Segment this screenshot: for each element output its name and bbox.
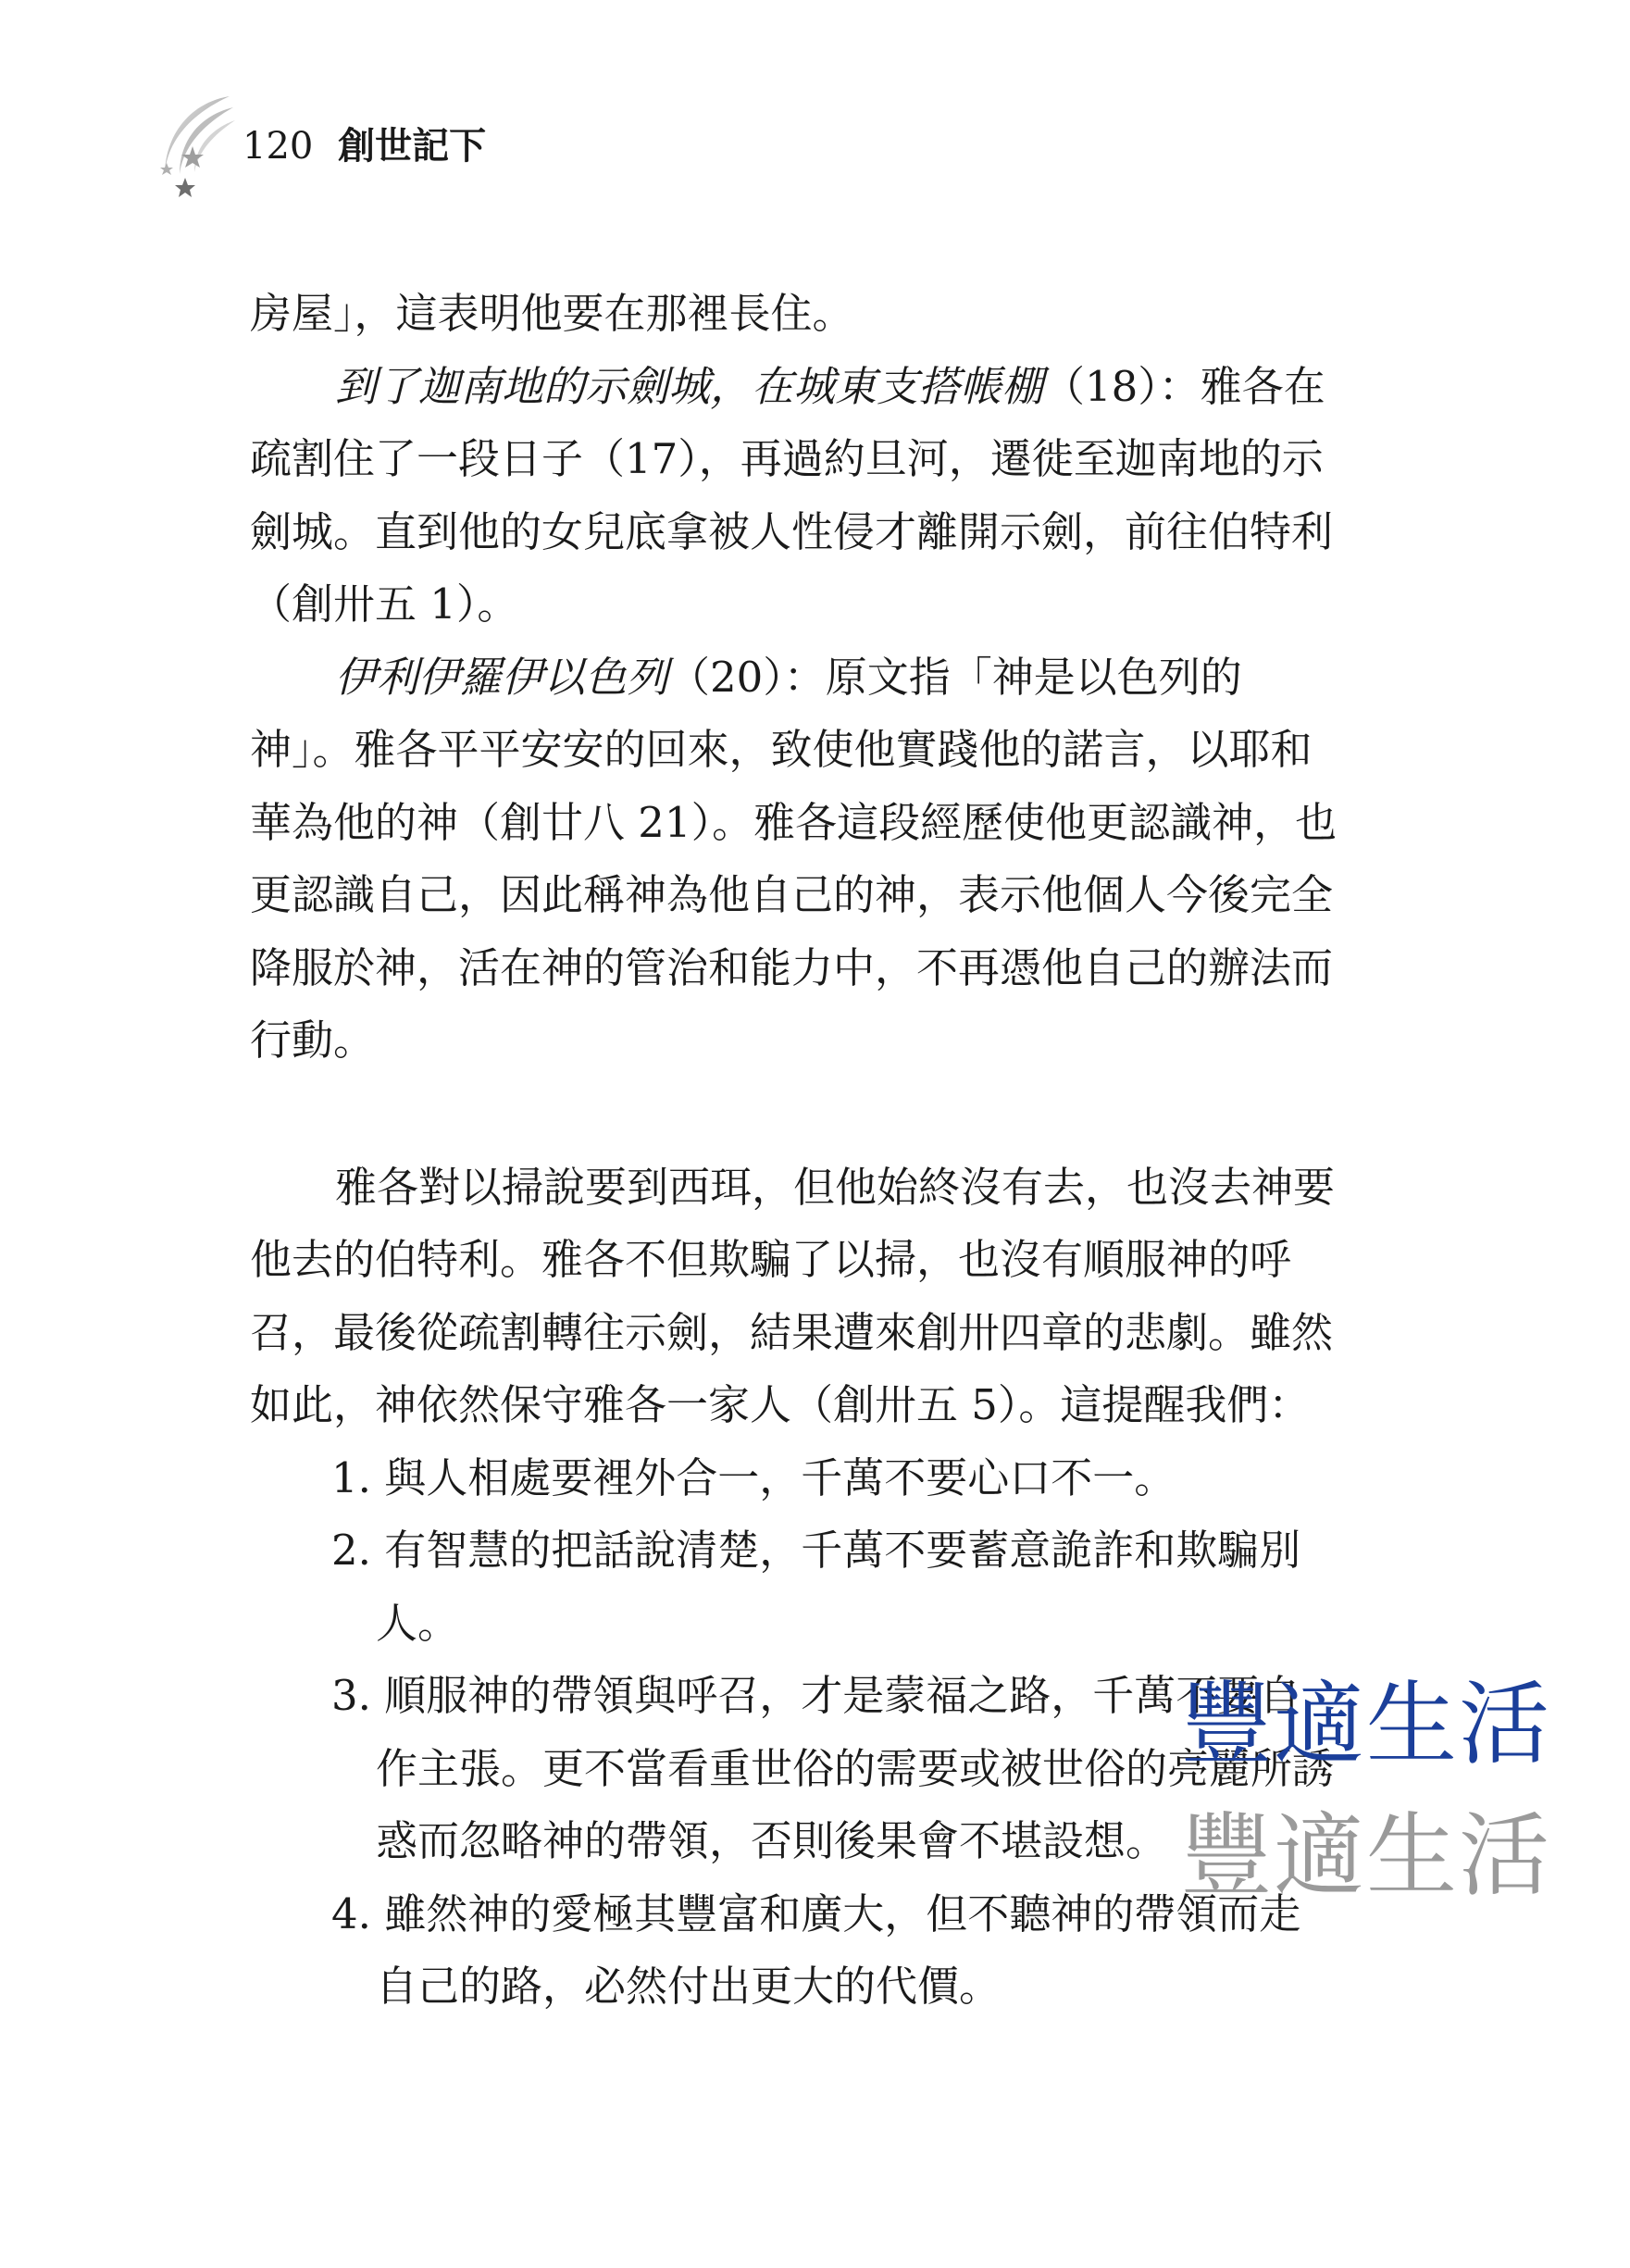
list-item: 3. 順服神的帶領與呼召，才是蒙福之路，千萬不要自作主張。更不當看重世俗的需要或被世俗的亮麗所誘惑而忽略神的帶領，否則後果會不堪設想。: [331, 1671, 1335, 1865]
section-gap: [250, 1078, 1342, 1152]
running-header: [243, 124, 486, 168]
paragraph-2: [250, 351, 1342, 642]
lesson-list: [250, 1442, 1342, 2024]
watermark-gray: 豐適生活: [1181, 1803, 1552, 1909]
paragraph-3: [250, 642, 1342, 1078]
watermark-blue: 豐適生活: [1181, 1672, 1552, 1777]
paragraph-text: （18）：雅各在疏割住了一段日子（17），再過約旦河，遷徙至迦南地的示劍城。直到他的女兒底拿被人性侵才離開示劍，前往伯特利（創卅五 1）。: [250, 361, 1334, 629]
page-number: 120: [243, 125, 314, 168]
main-text: [250, 278, 1342, 2024]
term-heading: 到了迦南地的示劍城，在城東支搭帳棚: [335, 361, 1044, 411]
list-item: 4. 雖然神的愛極其豐富和廣大，但不聽神的帶領而走自己的路，必然付出更大的代價。: [331, 1888, 1301, 2011]
term-heading: 伊利伊羅伊以色列: [335, 652, 669, 702]
list-item: 1. 與人相處要裡外合一，千萬不要心口不一。: [331, 1452, 1176, 1502]
paragraph-1: 房屋」，這表明他要在那裡長住。: [250, 289, 854, 338]
shooting-star-logo-icon: [148, 93, 237, 204]
book-title: 創世記下: [338, 124, 487, 168]
list-item: 2. 有智慧的把話說清楚，千萬不要蓄意詭詐和欺騙別人。: [331, 1526, 1301, 1648]
paragraph-4: 雅各對以掃說要到西珥，但他始終沒有去，也沒去神要他去的伯特利。雅各不但欺騙了以掃，也沒有順服神的呼召，最後從疏割轉往示劍，結果遭來創卅四章的悲劇。雖然如此，神依然保守雅各一家人（創卅五 5）。這提醒我們：: [250, 1162, 1336, 1429]
paragraph-text: （20）：原文指「神是以色列的神」。雅各平平安安的回來，致使他實踐他的諾言，以耶和華為他的神（創廿八 21）。雅各這段經歷使他更認識神，也更認識自己，因此稱神為他自己的神，表示他個人今後完全降服於神，活在神的管治和能力中，不再憑他自己的辦法而行動。: [250, 652, 1338, 1065]
